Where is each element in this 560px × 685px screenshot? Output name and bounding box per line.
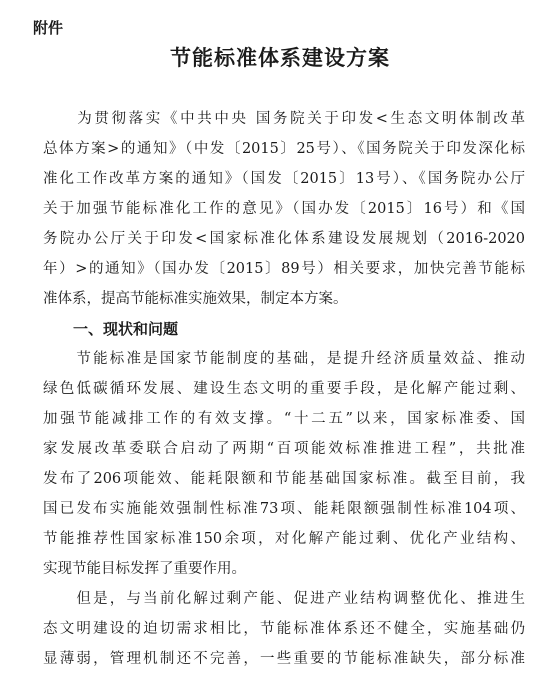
paragraph-line: 准化工作改革方案的通知》（国发〔2015〕13号）、《国务院办公厅 [43,171,525,187]
paragraph-line: 节能标准是国家节能制度的基础，是提升经济质量效益、推动 [43,351,525,367]
document-body [43,104,525,674]
paragraph-line: 家发展改革委联合启动了两期“百项能效标准推进工程”，共批准 [43,441,525,457]
paragraph-line: 但是，与当前化解过剩产能、促进产业结构调整优化、推进生 [43,591,525,607]
attachment-label: 附件 [33,19,64,37]
paragraph-line: 节能推荐性国家标准150余项，对化解产能过剩、优化产业结构、 [43,531,525,547]
paragraph-line: 态文明建设的迫切需求相比，节能标准体系还不健全，实施基础仍 [43,621,525,637]
paragraph-line: 务院办公厅关于印发<国家标准化体系建设发展规划（2016-2020 [43,231,525,247]
paragraph-line: 显薄弱，管理机制还不完善，一些重要的节能标准缺失，部分标准 [43,651,525,667]
paragraph-line: 实现节能目标发挥了重要作用。 [43,561,246,577]
paragraph-line: 加强节能减排工作的有效支撑。“十二五”以来，国家标准委、国 [43,411,525,427]
paragraph-line: 关于加强节能标准化工作的意见》（国办发〔2015〕16号）和《国 [43,201,525,217]
paragraph-line: 年）>的通知》（国办发〔2015〕89号）相关要求，加快完善节能标 [43,261,525,277]
paragraph-line: 国已发布实施能效强制性标准73项、能耗限额强制性标准104项、 [43,501,525,517]
paragraph-line: 绿色低碳循环发展、建设生态文明的重要手段，是化解产能过剩、 [43,381,525,397]
paragraph-line: 准体系，提高节能标准实施效果，制定本方案。 [43,291,348,307]
paragraph-line: 为贯彻落实《中共中央 国务院关于印发<生态文明体制改革 [43,111,525,127]
paragraph-line: 发布了206项能效、能耗限额和节能基础国家标准。截至目前，我 [43,471,525,487]
section-heading: 一、现状和问题 [43,320,179,338]
document-title: 节能标准体系建设方案 [170,46,390,70]
paragraph-line: 总体方案>的通知》（中发〔2015〕25号）、《国务院关于印发深化标 [43,141,525,157]
